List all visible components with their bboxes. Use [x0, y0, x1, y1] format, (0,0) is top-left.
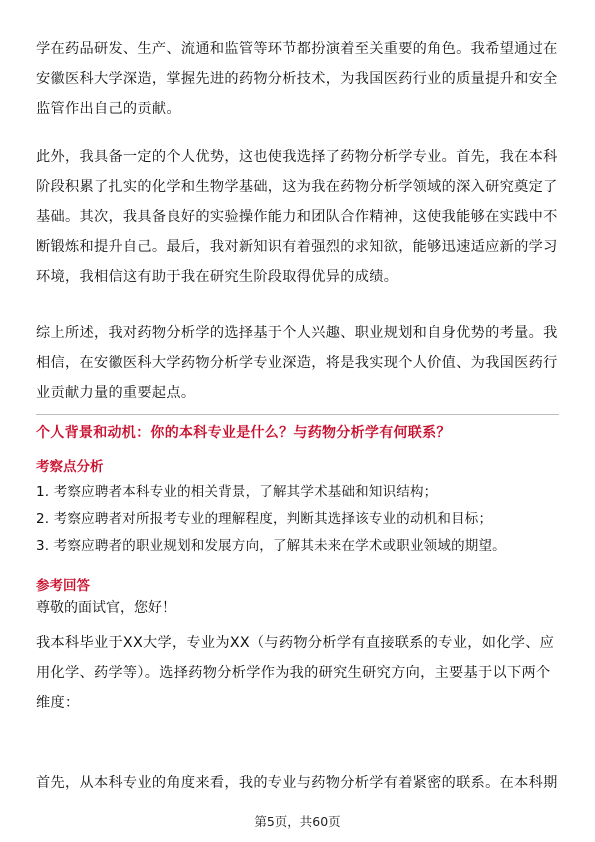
question-title: 个人背景和动机：你的本科专业是什么？与药物分析学有何联系？: [36, 425, 451, 441]
greeting: 尊敬的面试官，您好！: [36, 600, 176, 616]
body-paragraph: 此外，我具备一定的个人优势，这也使我选择了药物分析学专业。首先，我在本科阶段积累了扎实的化学和生物学基础，这为我在药物分析学领域的深入研究奠定了基础。其次，我具备良好的实验操作能力和团队合作精神，这使我能够在实践中不断锻炼和提升自己。最后，我对新知识有着强烈的求知欲，能够迅速适应新的学习环境，我相信这有助于我在研究生阶段取得优异的成绩。: [36, 149, 558, 285]
list-item: 2. 考察应聘者对所报考专业的理解程度，判断其选择该专业的动机和目标；: [36, 511, 493, 527]
body-paragraph: 综上所述，我对药物分析学的选择基于个人兴趣、职业规划和自身优势的考量。我相信，在安徽医科大学药物分析学专业深造，将是我实现个人价值、为我国医药行业贡献力量的重要起点。: [36, 325, 558, 401]
analysis-heading: 考察点分析: [36, 459, 104, 475]
body-paragraph: 学在药品研发、生产、流通和监管等环节都扮演着至关重要的角色。我希望通过在安徽医科大学深造，掌握先进的药物分析技术，为我国医药行业的质量提升和安全监管作出自己的贡献。: [36, 41, 558, 117]
list-item: 3. 考察应聘者的职业规划和发展方向，了解其未来在学术或职业领域的期望。: [36, 538, 506, 554]
page-number: 第5页，共60页: [254, 814, 341, 829]
answer-paragraph: 首先，从本科专业的角度来看，我的专业与药物分析学有着紧密的联系。在本科期: [36, 775, 558, 791]
list-item: 1. 考察应聘者本科专业的相关背景，了解其学术基础和知识结构；: [36, 484, 438, 500]
section-divider: [36, 414, 559, 415]
analysis-list: [36, 479, 506, 560]
answer-heading: 参考回答: [36, 578, 90, 594]
answer-paragraph: 我本科毕业于XX大学，专业为XX（与药物分析学有直接联系的专业，如化学、应用化学、药学等）。选择药物分析学作为我的研究生研究方向，主要基于以下两个维度：: [36, 635, 555, 711]
